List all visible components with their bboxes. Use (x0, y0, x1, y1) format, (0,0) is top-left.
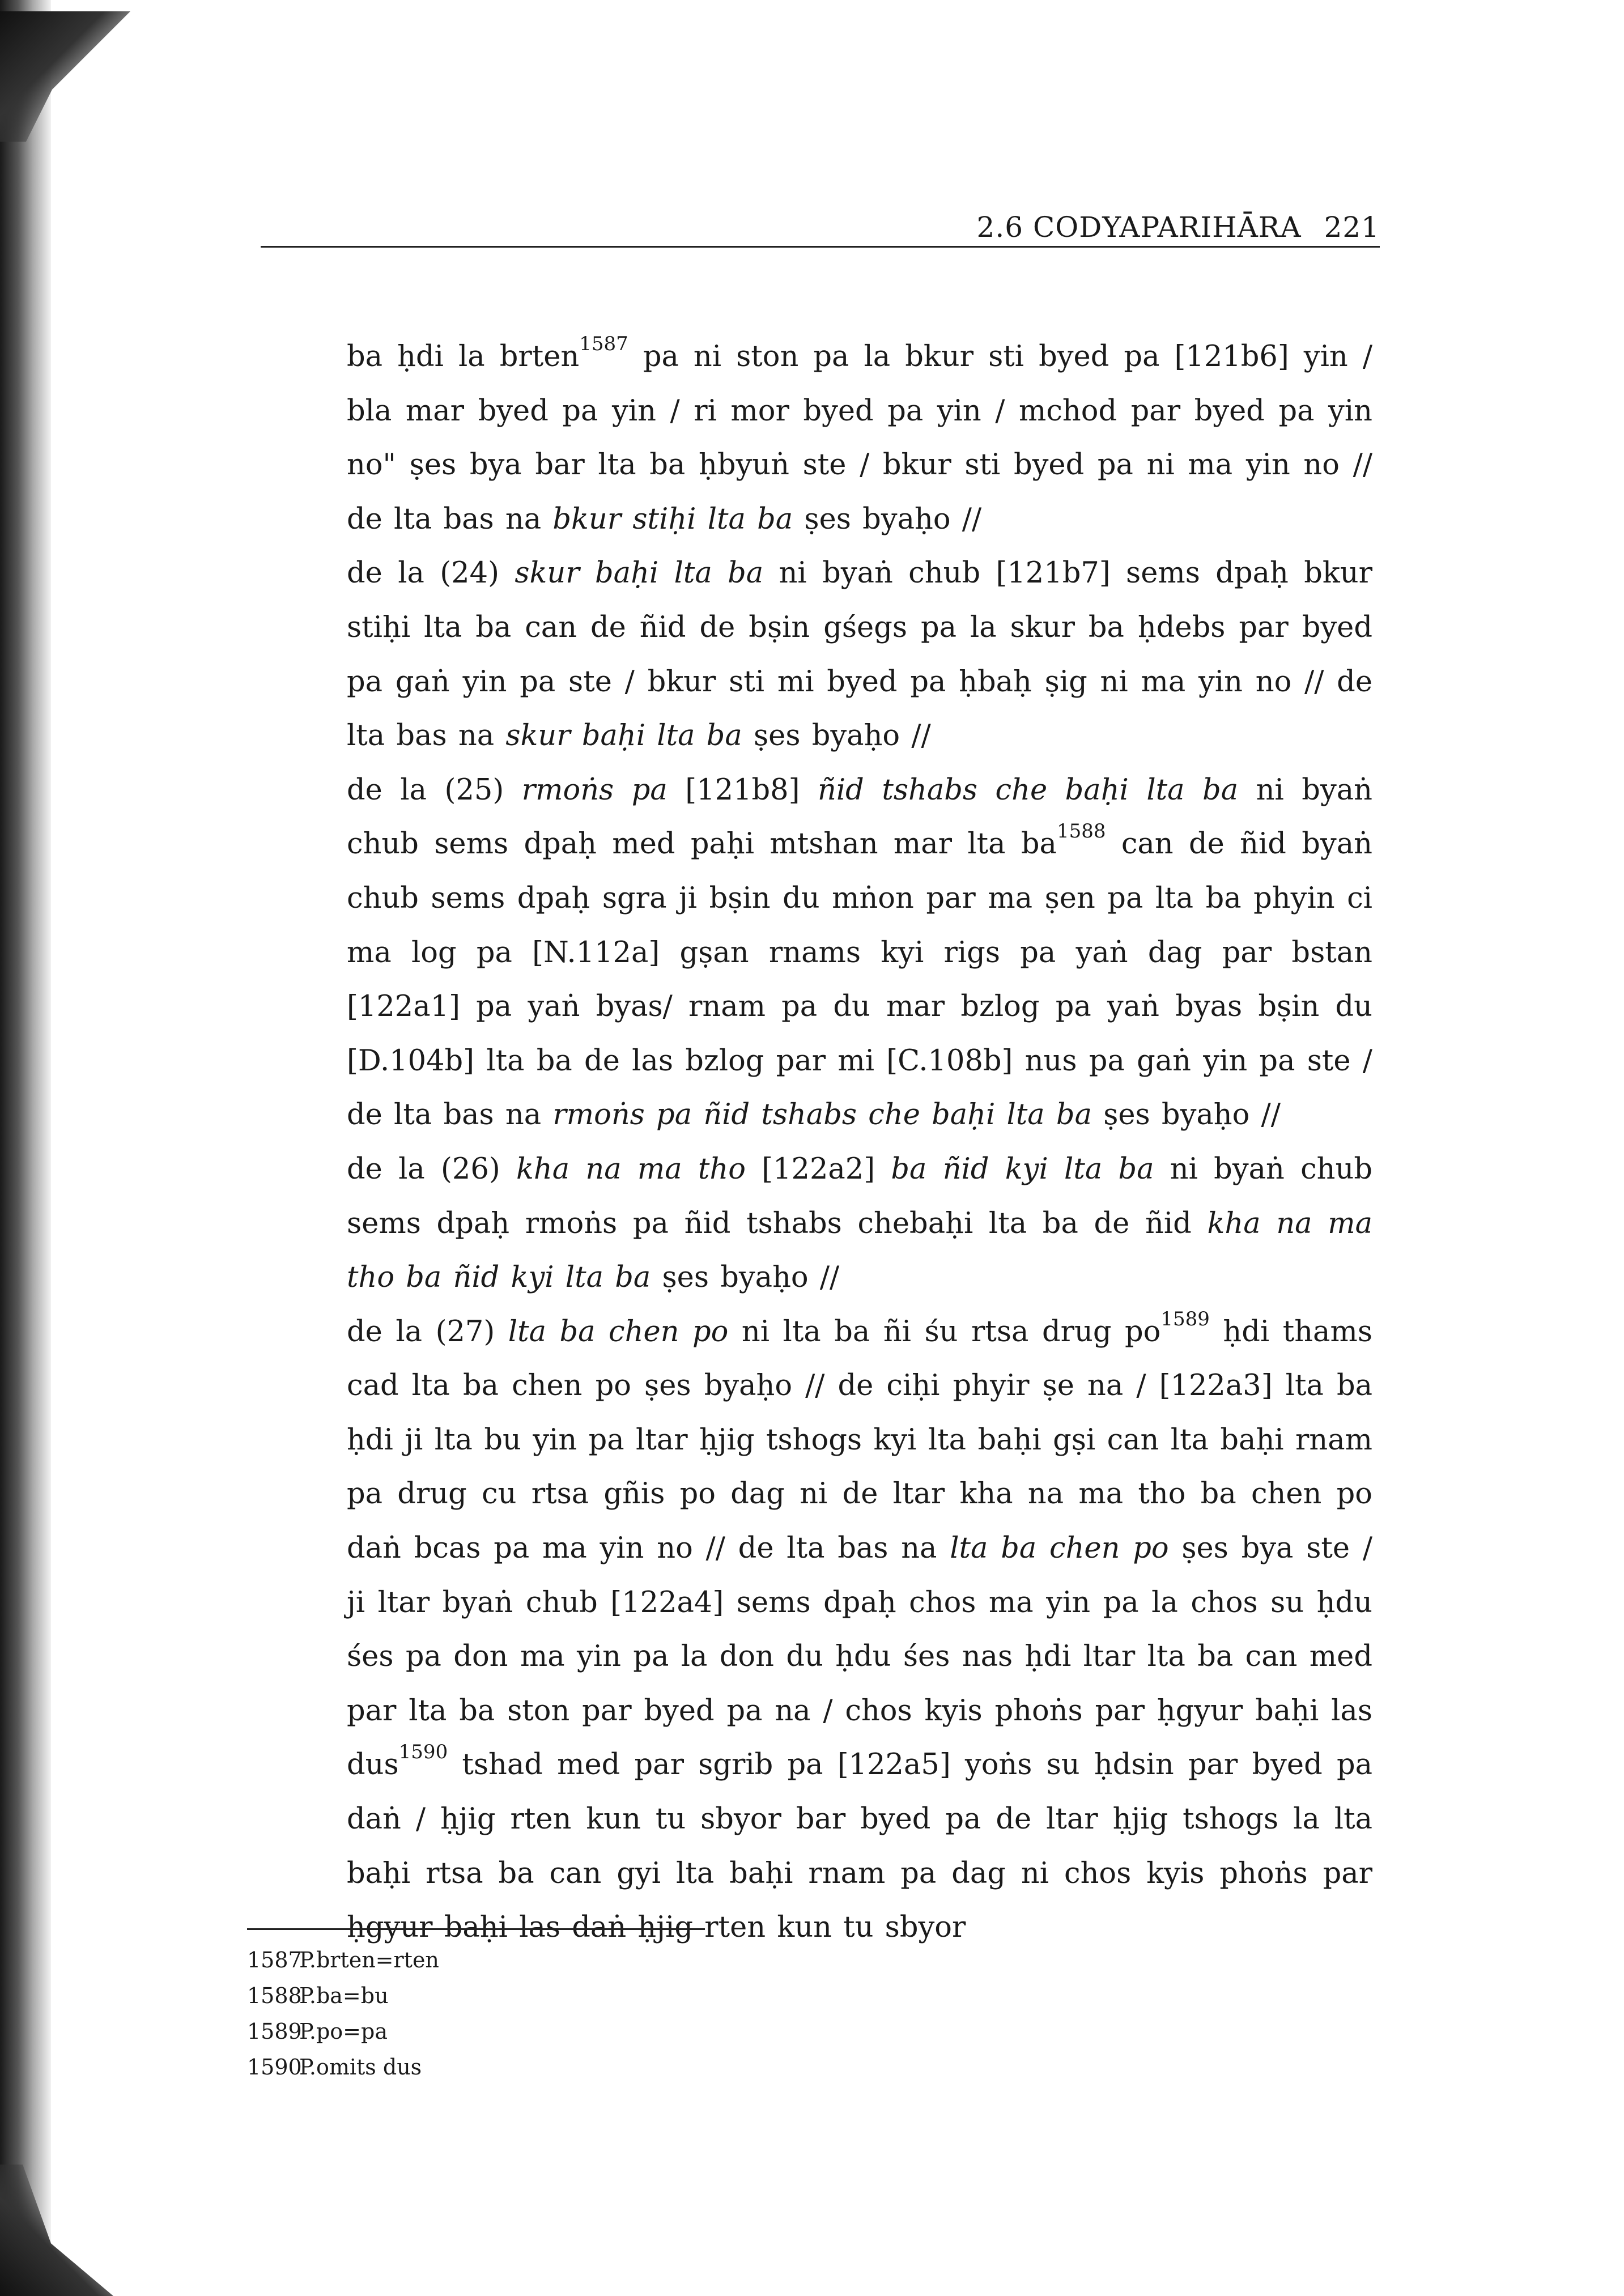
running-header-text (977, 211, 1380, 244)
footnote-ref: 1589 (1160, 1307, 1210, 1330)
footnote-number: 1590 (247, 2055, 302, 2080)
text-run: ni byaṅ chub sems dpaḥ rmoṅs pa ñid tshabs chebaḥi lta ba de ñid (347, 1152, 1373, 1240)
text-run: de la (25) (347, 773, 522, 807)
text-run: ba ḥdi la brten (347, 340, 580, 373)
book-binding-shadow (0, 0, 51, 2296)
text-run: tshad med par sgrib pa [122a5] yoṅs su ḥdsin par byed pa daṅ / ḥjig rten kun tu sbyor bar byed pa de ltar ḥjig tshogs la lta baḥi rtsa ba can gyi lta baḥi rnam pa dag ni chos kyis phoṅs par ḥgyur baḥi las daṅ ḥjig rten kun tu sbyor (347, 1748, 1372, 1945)
text-run: ni lta ba ñi śu rtsa drug po (728, 1315, 1161, 1349)
text-run: ni byaṅ chub [121b7] sems dpaḥ bkur stiḥi lta ba can de ñid de bṣin gśegs pa la skur ba ḥdebs par byed pa gaṅ yin pa ste / bkur sti mi byed pa ḥbaḥ ṣig ni ma yin no // de lta bas na (347, 556, 1372, 753)
italic-term: rmoṅs pa (521, 773, 668, 807)
footnote-ref: 1590 (398, 1741, 448, 1764)
page-number: 221 (1324, 211, 1380, 244)
footnote-number: 1589 (247, 2019, 302, 2044)
text-run: ṣes byaḥo // (793, 502, 982, 536)
paragraph-3 (347, 763, 1372, 1142)
footnote-text: P.brten=rten (299, 1948, 439, 1972)
text-run: ṣes byaḥo // (651, 1261, 840, 1295)
italic-term: lta ba chen po (508, 1315, 729, 1349)
footnote-text: P.po=pa (299, 2019, 388, 2044)
text-run: ḥdi thams cad lta ba chen po ṣes byaḥo // de ciḥi phyir ṣe na / [122a3] lta ba ḥdi ji lta bu yin pa ltar ḥjig tshogs kyi lta baḥi gṣi can lta baḥi rnam pa drug cu rtsa gñis po dag ni de ltar kha na ma tho ba chen po daṅ bcas pa ma yin no // de lta bas na (347, 1315, 1372, 1566)
main-text (347, 330, 1372, 1955)
text-run: can de ñid byaṅ chub sems dpaḥ sgra ji bṣin du mṅon par ma ṣen pa lta ba phyin ci ma log pa [N.112a] gṣan rnams kyi rigs pa yaṅ dag par bstan [122a1] pa yaṅ byas/ rnam pa du mar bzlog pa yaṅ byas bṣin du [D.104b] lta ba de las bzlog par mi [C.108b] nus pa gaṅ yin pa ste / de lta bas na (347, 827, 1372, 1132)
paragraph-5 (347, 1305, 1372, 1955)
footnote-number: 1588 (247, 1983, 302, 2008)
text-run: ṣes byaḥo // (1091, 1098, 1281, 1132)
italic-term: kha na ma tho ba ñid kyi lta ba (347, 1206, 1373, 1295)
text-run: ṣes byaḥo // (742, 719, 931, 753)
text-run: [121b8] (667, 773, 818, 807)
italic-term: rmoṅs pa ñid tshabs che baḥi lta ba (552, 1098, 1092, 1132)
text-run: de la (26) (347, 1152, 516, 1186)
italic-term: skur baḥi lta ba (505, 719, 742, 753)
footnote-ref: 1588 (1056, 820, 1106, 843)
italic-term: ba ñid kyi lta ba (891, 1152, 1154, 1186)
italic-term: bkur stiḥi lta ba (552, 502, 793, 536)
text-run: pa ni ston pa la bkur sti byed pa [121b6] yin / bla mar byed pa yin / ri mor byed pa yin / mchod par byed pa yin no" ṣes bya bar lta ba ḥbyuṅ ste / bkur sti byed pa ni ma yin no // de lta bas na (347, 340, 1372, 536)
footnote-1587 (247, 1942, 439, 1978)
text-run: [122a2] (745, 1152, 891, 1186)
text-run: ni byaṅ chub sems dpaḥ med paḥi mtshan mar lta ba (347, 773, 1373, 861)
italic-term: ñid tshabs che baḥi lta ba (818, 773, 1239, 807)
footnote-number: 1587 (247, 1948, 302, 1972)
footnotes (247, 1942, 439, 2085)
footnote-1588 (247, 1978, 439, 2014)
paragraph-1 (347, 330, 1372, 546)
italic-term: skur baḥi lta ba (515, 556, 764, 590)
footnote-divider (247, 1928, 705, 1930)
footnote-1589 (247, 2014, 439, 2050)
italic-term: lta ba chen po (950, 1532, 1169, 1566)
paragraph-2 (347, 546, 1372, 763)
paragraph-4 (347, 1142, 1372, 1305)
section-title: 2.6 CODYAPARIHĀRA (976, 211, 1302, 244)
text-run: de la (27) (347, 1315, 508, 1349)
binding-corner-bottom (0, 2165, 113, 2296)
footnote-text: P.omits dus (299, 2055, 422, 2080)
footnote-1590 (247, 2050, 439, 2085)
text-run: ṣes bya ste / ji ltar byaṅ chub [122a4] sems dpaḥ chos ma yin pa la chos su ḥdu śes pa don ma yin pa la don du ḥdu śes nas ḥdi ltar lta ba can med par lta ba ston par byed pa na / chos kyis phoṅs par ḥgyur baḥi las dus (347, 1532, 1373, 1782)
text-run: de la (24) (347, 556, 515, 590)
footnote-ref: 1587 (579, 333, 628, 355)
running-header (261, 209, 1380, 248)
binding-corner-top (0, 11, 130, 142)
footnote-text: P.ba=bu (299, 1983, 389, 2008)
italic-term: kha na ma tho (516, 1152, 746, 1186)
